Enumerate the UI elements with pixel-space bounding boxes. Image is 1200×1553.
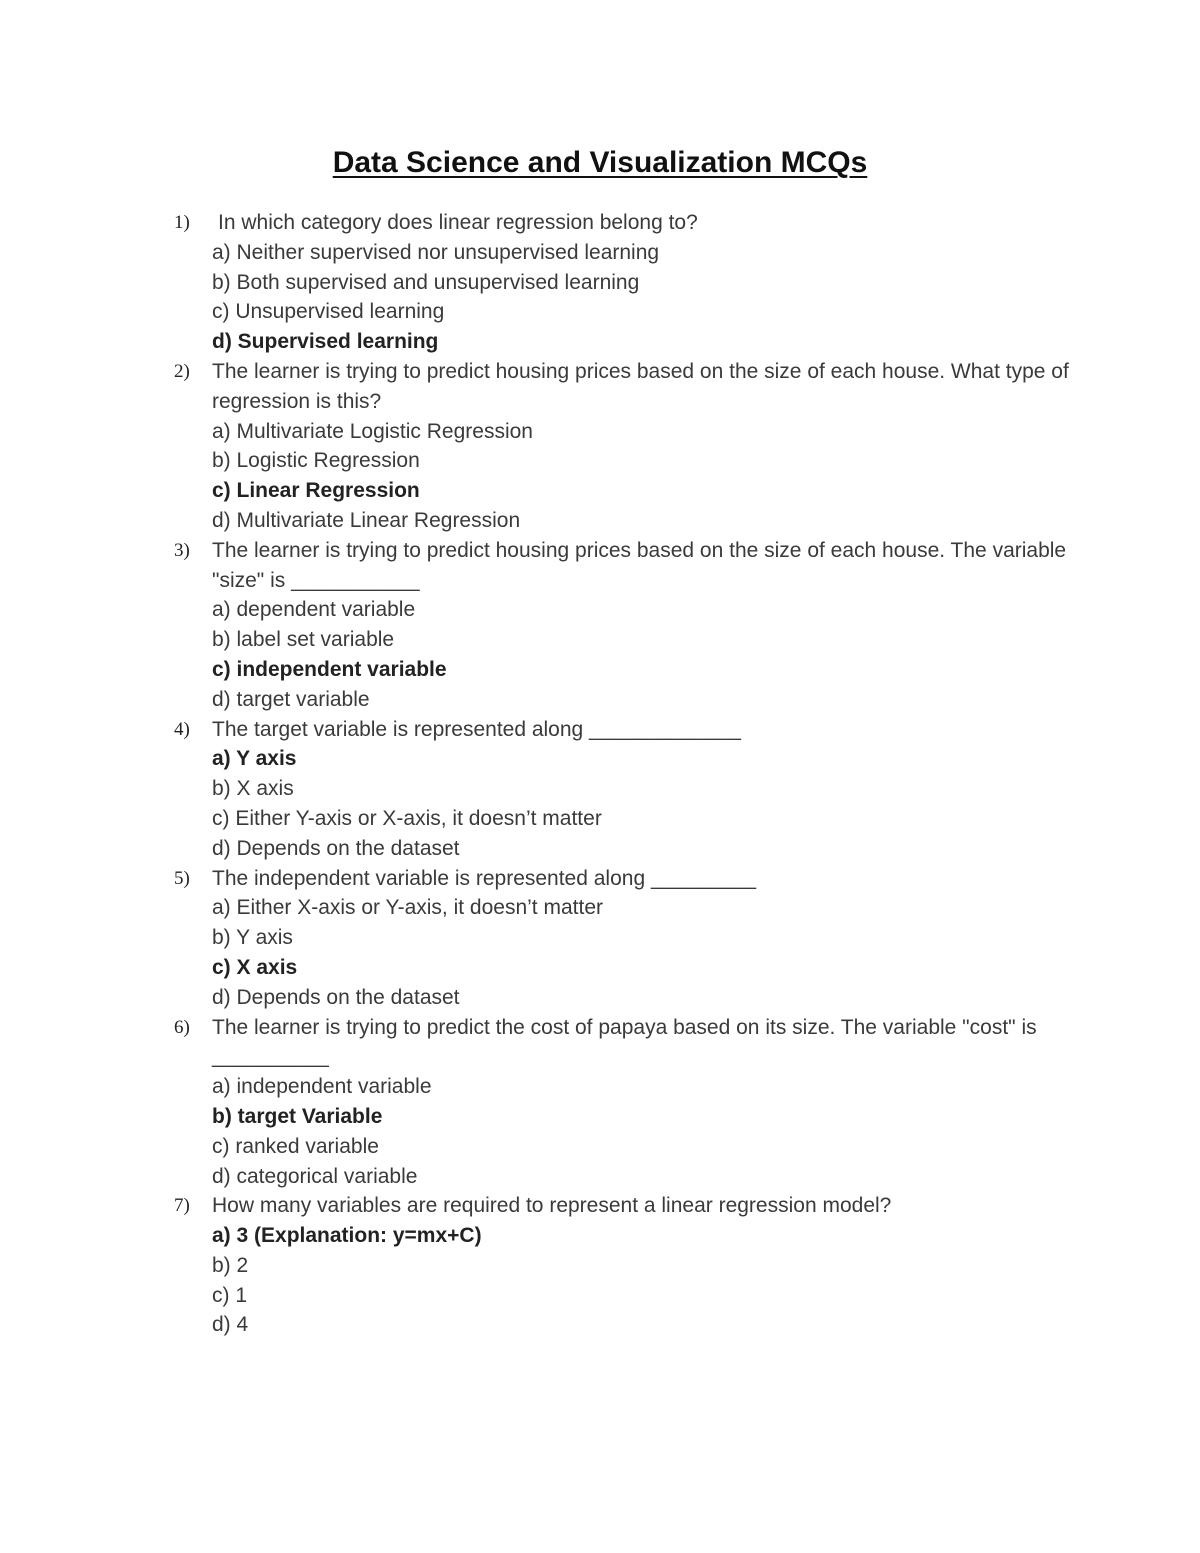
question-7 [172,1191,1072,1340]
answer-option: a) Neither supervised nor unsupervised learning [212,240,660,264]
question-text: The independent variable is represented along _________ [212,866,757,890]
page-title-text: Data Science and Visualization MCQs [332,146,868,179]
question-4 [172,715,1072,864]
question-text: In which category does linear regression belong to? [218,211,698,234]
answer-option: a) independent variable [212,1075,432,1099]
answer-option: a) dependent variable [212,598,416,622]
question-6 [172,1013,1072,1192]
answer-option: b) X axis [212,777,294,801]
answer-option: d) categorical variable [212,1164,418,1188]
question-text: The learner is trying to predict the cost of papaya based on its size. The variable "cost" is __________ [212,1015,1037,1069]
correct-answer-option: c) X axis [212,955,298,979]
answer-option: c) Either Y-axis or X-axis, it doesn’t matter [212,806,602,830]
correct-answer-option: c) Linear Regression [212,479,420,503]
answer-option: d) 4 [212,1313,249,1337]
answer-option: a) Multivariate Logistic Regression [212,419,533,443]
question-text: How many variables are required to represent a linear regression model? [212,1194,892,1218]
correct-answer-option: b) target Variable [212,1104,383,1128]
answer-option: b) label set variable [212,628,395,652]
answer-option: d) Multivariate Linear Regression [212,508,521,532]
correct-answer-option: c) independent variable [212,657,447,681]
question-text: The learner is trying to predict housing prices based on the size of each house. What type of regression is this? [212,359,1069,413]
correct-answer-option: a) 3 (Explanation: y=mx+C) [212,1224,482,1248]
answer-option: b) Logistic Regression [212,449,420,473]
question-number: 2) [174,360,190,382]
answer-option: d) Depends on the dataset [212,836,460,860]
answer-option: b) 2 [212,1253,249,1277]
answer-option: c) Unsupervised learning [212,300,445,324]
question-text: The target variable is represented along _____________ [212,717,741,741]
question-1 [172,208,1072,357]
answer-option: a) Either X-axis or Y-axis, it doesn’t matter [212,896,603,920]
answer-option: c) 1 [212,1283,248,1307]
question-number: 3) [174,539,190,561]
answer-option: d) Depends on the dataset [212,985,460,1009]
answer-option: c) ranked variable [212,1134,379,1158]
question-number: 7) [174,1195,190,1217]
question-5 [172,864,1072,1013]
question-text: The learner is trying to predict housing prices based on the size of each house. The variable "size" is ___________ [212,538,1067,592]
question-list [172,208,1072,1340]
question-number: 5) [174,867,190,889]
correct-answer-option: a) Y axis [212,747,297,771]
question-number: 6) [174,1016,190,1038]
question-number: 4) [174,718,190,740]
answer-option: b) Both supervised and unsupervised learning [212,270,640,294]
answer-option: d) target variable [212,687,370,711]
question-2 [172,357,1072,536]
correct-answer-option: d) Supervised learning [212,330,439,354]
page-title [0,142,1200,184]
question-3 [172,536,1072,715]
question-number: 1) [174,212,190,233]
answer-option: b) Y axis [212,926,293,950]
